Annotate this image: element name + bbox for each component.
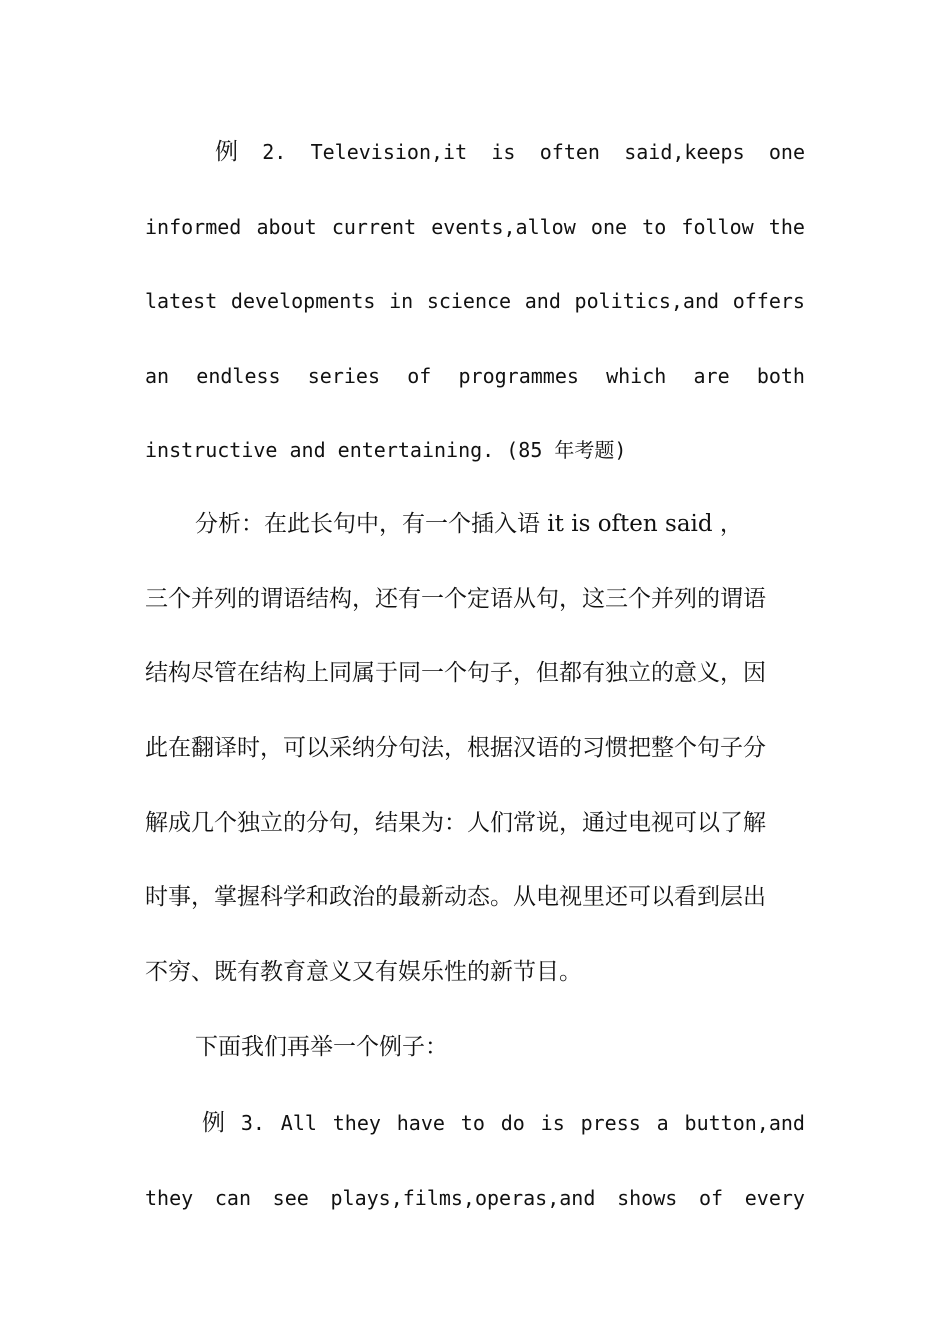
word: about [256,215,317,239]
word: in [389,289,414,313]
word: both [756,364,805,388]
example2-line4 [145,361,805,391]
word: 例 [215,139,238,165]
word: are [693,364,730,388]
analysis-line6: 时事，掌握科学和政治的最新动态。从电视里还可以看到层出 [145,884,766,910]
word: of [407,364,432,388]
example3-line1 [202,1108,805,1138]
word: series [307,364,381,388]
word: do [500,1111,525,1135]
analysis-line2: 三个并列的谓语结构，还有一个定语从句，这三个并列的谓语 [145,586,766,612]
analysis-line7: 不穷、既有教育意义又有娱乐性的新节目。 [145,959,582,985]
example3-line2 [145,1183,805,1213]
word: events,allow [431,215,576,239]
word: can [214,1186,251,1210]
word: offers [732,289,805,313]
word: current [331,215,417,239]
word: Television,it [310,140,468,164]
analysis-line4: 此在翻译时，可以采纳分句法，根据汉语的习惯把整个句子分 [145,735,766,761]
word: press [580,1111,641,1135]
example2-line2 [145,212,805,242]
word: said,keeps [624,140,745,164]
word: science [426,289,512,313]
word: is [491,140,516,164]
word: is [540,1111,565,1135]
word: informed [145,215,242,239]
analysis-line1: 分析：在此长句中，有一个插入语 it is often said ， [195,511,743,537]
word: one [768,140,805,164]
word: developments [230,289,376,313]
analysis-line5: 解成几个独立的分句，结果为：人们常说，通过电视可以了解 [145,810,766,836]
word: plays,films,operas,and [330,1186,596,1210]
word: see [272,1186,309,1210]
word: have [396,1111,445,1135]
analysis-line3: 结构尽管在结构上同属于同一个句子，但都有独立的意义，因 [145,660,766,686]
word: one [590,215,628,239]
word: and [524,289,561,313]
word: latest [145,289,218,313]
word: an [145,364,170,388]
word: often [539,140,600,164]
word: endless [196,364,281,388]
example2-line5: instructive and entertaining. (85 年考题) [145,438,627,462]
example2-line3 [145,286,805,316]
word: button,and [684,1111,805,1135]
word: a [656,1111,669,1135]
word: the [768,215,805,239]
transition-line: 下面我们再举一个例子： [195,1034,448,1060]
word: of [698,1186,724,1210]
word: 例 [202,1110,225,1136]
word: follow [681,215,754,239]
word: they [332,1111,381,1135]
word: to [460,1111,485,1135]
word: All [280,1111,317,1135]
word: every [744,1186,805,1210]
word: to [642,215,667,239]
word: politics,and [574,289,720,313]
word: programmes [458,364,579,388]
word: 3. [240,1111,265,1135]
word: 2. [262,140,287,164]
word: which [606,364,667,388]
word: shows [617,1186,678,1210]
example2-line1 [215,137,805,167]
word: they [145,1186,194,1210]
